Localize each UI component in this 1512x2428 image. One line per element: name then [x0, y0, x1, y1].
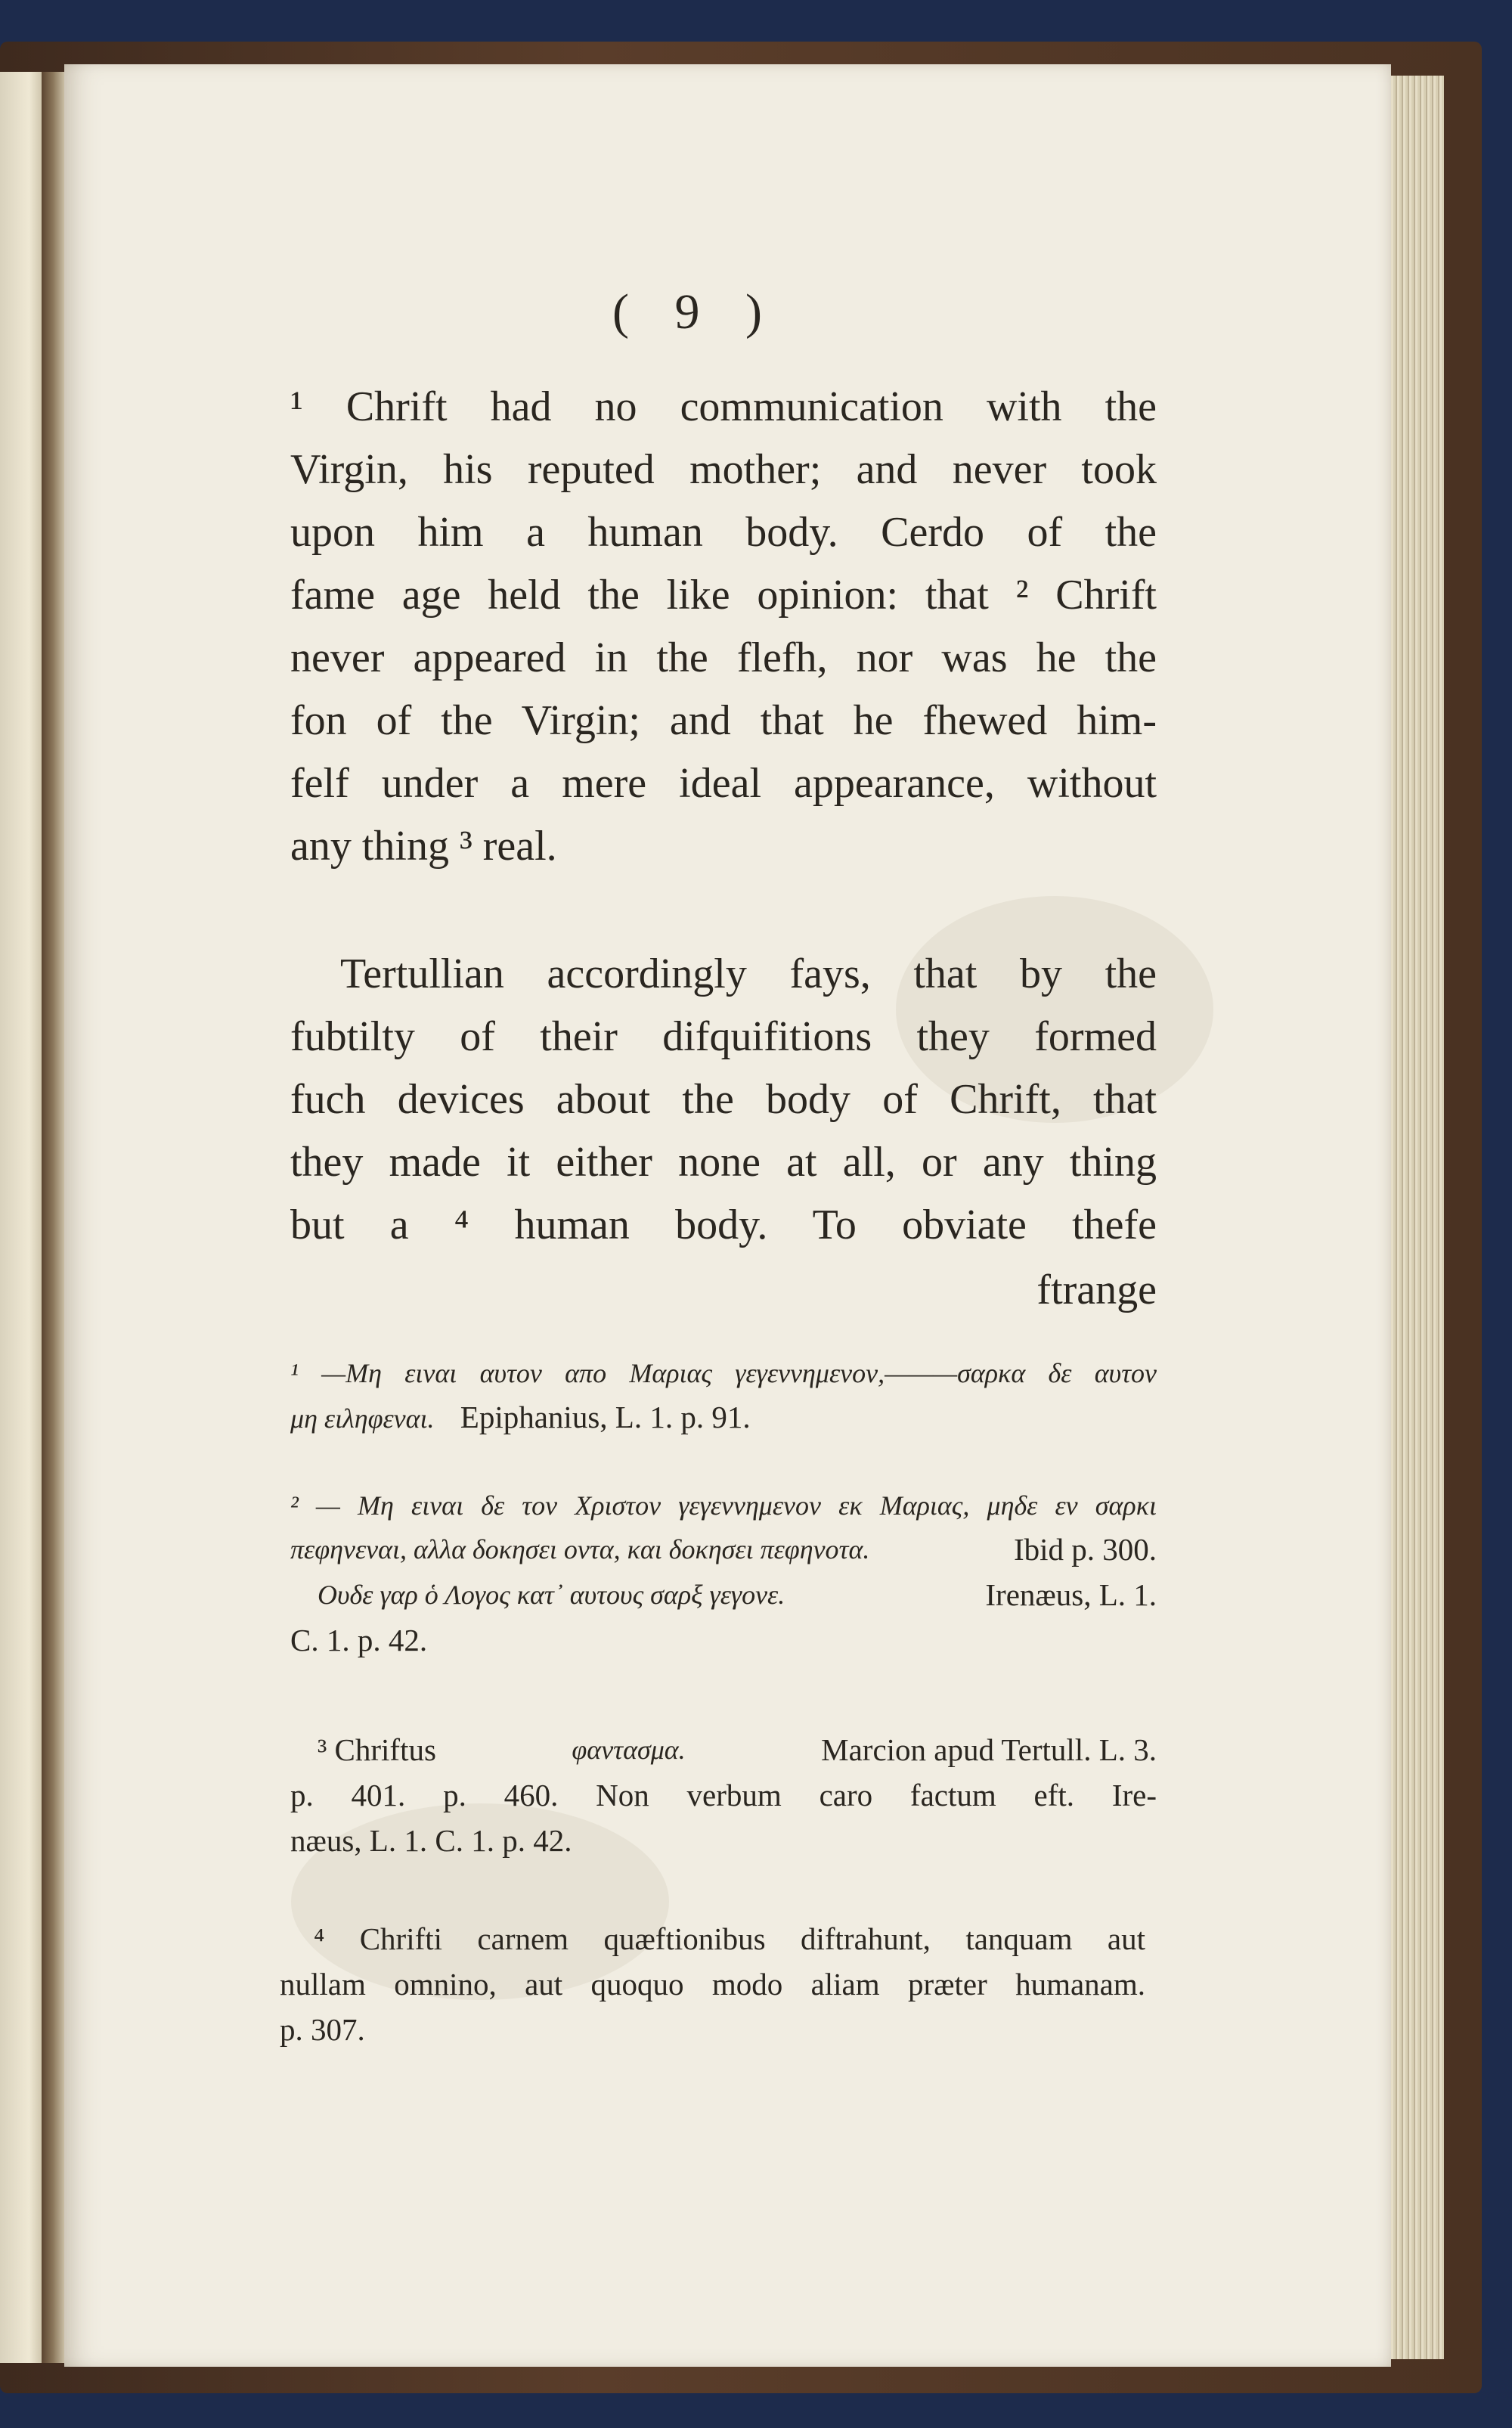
footnote-2-line	[290, 1482, 1157, 1528]
footnote-2-line	[290, 1527, 1157, 1572]
footnote-4-line: ⁴ Chrifti carnem quæftionibus diftrahunt, tanquam aut	[314, 1921, 1145, 1956]
footnote-3-line: næus, L. 1. C. 1. p. 42.	[290, 1823, 572, 1858]
body-line: they made it either none at all, or any thing	[290, 1139, 1157, 1186]
body-line: but a ⁴ human body. To obviate thefe	[290, 1202, 1157, 1248]
footnote-4-line: p. 307.	[280, 2012, 365, 2047]
footnote-citation: Marcion apud Tertull. L. 3.	[821, 1732, 1157, 1767]
footnote-greek-text: μη ειληφεναι.	[290, 1403, 435, 1434]
footnote-greek-text: πεφηνεναι, αλλα δοκησει οντα, και δοκησει πεφηνοτα.	[290, 1534, 870, 1564]
book-gutter	[42, 72, 64, 2363]
footnote-text: ³ Chriftus	[318, 1732, 436, 1767]
body-line: ¹ Chrift had no communication with the	[290, 383, 1157, 430]
footnote-3-line: p. 401. p. 460. Non verbum caro factum eft. Ire-	[290, 1778, 1157, 1812]
body-line: Virgin, his reputed mother; and never took	[290, 446, 1157, 493]
footnote-greek-text: ² — Μη ειναι δε τον Χριστον γεγεννημενον εκ Μαριας, μηδε εν σαρκι	[290, 1490, 1157, 1521]
body-line: fon of the Virgin; and that he fhewed him-	[290, 697, 1157, 744]
body-line: fame age held the like opinion: that ² Chrift	[290, 572, 1157, 619]
page-number: ( 9 )	[612, 284, 779, 340]
footnote-citation: Epiphanius, L. 1. p. 91.	[460, 1400, 751, 1434]
footnote-4-line: nullam omnino, aut quoquo modo aliam præter humanam.	[280, 1967, 1145, 2002]
footnote-citation: Ibid p. 300.	[1013, 1532, 1157, 1567]
footnote-3-line	[318, 1728, 1157, 1772]
body-line: felf under a mere ideal appearance, without	[290, 760, 1157, 807]
footnote-greek-text: Ουδε γαρ ὁ Λογος κατ᾽ αυτους σαρξ γεγονε.	[318, 1580, 785, 1610]
catchword: ftrange	[1036, 1267, 1157, 1313]
footnote-2-line: C. 1. p. 42.	[290, 1623, 428, 1657]
footnote-citation: Irenæus, L. 1.	[985, 1577, 1157, 1612]
body-line: upon him a human body. Cerdo of the	[290, 509, 1157, 556]
body-line: fubtilty of their difquifitions they formed	[290, 1013, 1157, 1060]
body-line: never appeared in the flefh, nor was he the	[290, 634, 1157, 681]
footnote-1-line	[290, 1350, 1157, 1396]
body-line: Tertullian accordingly fays, that by the	[340, 950, 1157, 997]
page-edges	[1387, 76, 1444, 2359]
body-line: fuch devices about the body of Chrift, that	[290, 1076, 1157, 1123]
left-page-edge	[0, 72, 42, 2363]
body-line: any thing ³ real.	[290, 823, 557, 870]
footnote-greek-text: φαντασμα.	[572, 1735, 686, 1765]
footnote-1-line	[290, 1395, 751, 1441]
footnote-greek-text: ¹ —Μη ειναι αυτον απο Μαριας γεγεννημενον,———σαρκα δε αυτον	[290, 1358, 1157, 1388]
footnote-2-line	[318, 1573, 1157, 1617]
